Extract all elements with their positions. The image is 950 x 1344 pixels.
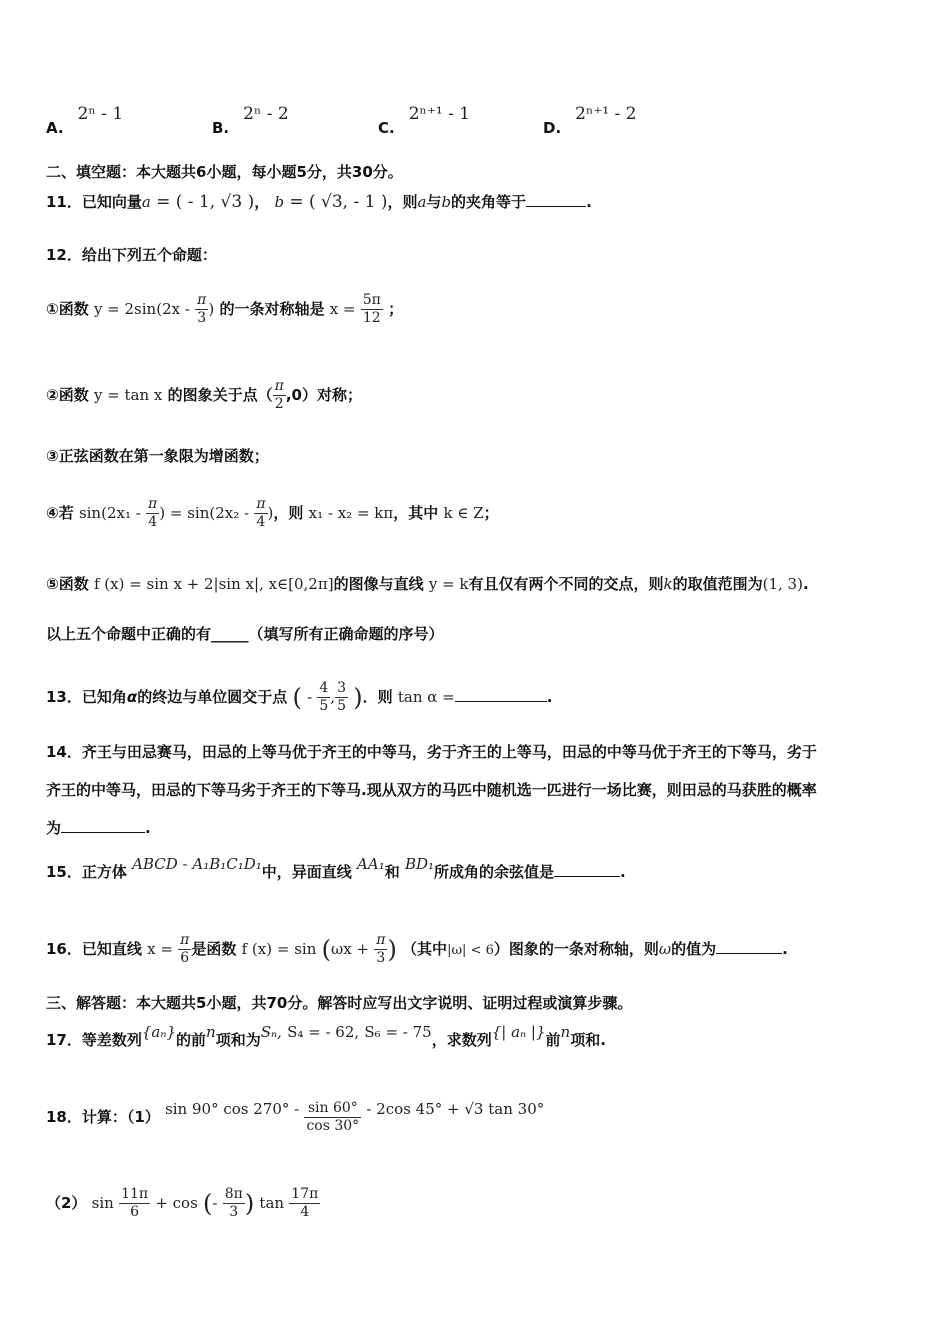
q17-number: 17．: [46, 1031, 82, 1049]
close-paren: ): [244, 1189, 255, 1218]
k-in-z: k ∈ Z: [443, 504, 484, 522]
option-d: [543, 104, 637, 137]
range-value: (1, 3): [762, 575, 803, 593]
option-label: C.: [378, 119, 395, 137]
variable-n: n: [206, 1023, 216, 1041]
five-pi-over-12: [361, 292, 383, 327]
x-equals: x =: [147, 940, 173, 958]
q17-text: 项和.: [570, 1031, 606, 1049]
numerator: 5π: [362, 292, 381, 308]
denominator: 6: [180, 950, 190, 966]
vector-b: b: [441, 193, 452, 211]
question-11: [46, 192, 592, 212]
p1-lead: ①函数: [46, 300, 89, 318]
tan-function: y = tan x: [93, 386, 163, 404]
sum-sn: Sₙ,: [260, 1023, 282, 1041]
p4-mid2: ，其中: [393, 504, 439, 522]
proposition-5: [46, 574, 809, 594]
numerator: π: [148, 496, 158, 512]
q11-text: 已知向量: [81, 193, 142, 211]
numerator: π: [180, 932, 190, 948]
line-bd1: BD₁: [404, 855, 435, 873]
vector-a: a: [141, 193, 151, 211]
three-fifths: [335, 680, 348, 715]
p2-lead: ②函数: [46, 386, 89, 404]
p5-mid3: 的取值范围为: [672, 575, 763, 593]
tan-text: tan: [259, 1194, 285, 1212]
option-value: 2ⁿ⁺¹ - 2: [575, 104, 637, 124]
denominator: 6: [130, 1204, 140, 1220]
numerator: 8π: [224, 1186, 243, 1202]
q16-text: 是函数: [191, 940, 237, 958]
cos-text: + cos: [155, 1194, 198, 1212]
pi-over-2: [273, 378, 286, 413]
open-paren: (: [292, 683, 302, 712]
sin-text: sin: [91, 1194, 114, 1212]
open-paren: (: [321, 935, 331, 964]
denominator: 12: [362, 310, 381, 326]
close-paren: ): [208, 300, 215, 318]
q13-end: .: [546, 688, 553, 706]
numerator: 3: [337, 680, 346, 696]
minus-sign: -: [307, 688, 313, 706]
numerator: 17π: [291, 1186, 319, 1202]
vector-b: b: [274, 193, 285, 211]
s6-value: S₆ = - 75: [364, 1023, 432, 1041]
q14-end: .: [145, 819, 151, 837]
q18-part2-label: （2）: [46, 1194, 87, 1212]
question-18-part-2: [46, 1186, 320, 1221]
option-label: D.: [543, 119, 562, 137]
q15-text: 所成角的余弦值是: [434, 863, 555, 881]
denominator: 4: [300, 1204, 310, 1220]
p4-mid: ，则: [273, 504, 304, 522]
pi-over-3: [374, 932, 387, 967]
q11-text: ，: [254, 193, 270, 211]
q14-text: 为: [46, 819, 62, 837]
q15-number: 15．: [46, 863, 82, 881]
proposition-4: [46, 496, 499, 531]
q16-end: .: [782, 940, 788, 958]
answer-blank: [716, 951, 782, 954]
omega: ω: [658, 940, 672, 958]
question-14-line-3: [46, 818, 151, 838]
q16-text: ）图象的一条对称轴，则: [493, 940, 659, 958]
sequence-an: {aₙ}: [141, 1023, 176, 1041]
sin60-over-cos30: [304, 1100, 361, 1135]
p1-function: y = 2sin(2x -: [93, 300, 190, 318]
p4-end: ；: [483, 504, 499, 522]
p4-lead: ④若: [46, 504, 74, 522]
four-fifths: [317, 680, 330, 715]
answer-blank: [526, 204, 586, 207]
q11-text: 的夹角等于: [451, 193, 527, 211]
p5-lead: ⑤函数: [46, 575, 89, 593]
eight-pi-over-3: [223, 1186, 245, 1221]
omega-condition: |ω| < 6: [447, 943, 494, 958]
p4-expr-mid: ) = sin(2x₂ -: [159, 504, 250, 522]
denominator: 4: [148, 514, 158, 530]
comma: ,: [330, 688, 336, 706]
option-value: 2ⁿ - 1: [77, 104, 124, 124]
section-3-title: 三、解答题：本大题共5小题，共70分。解答时应写出文字说明、证明过程或演算步骤。: [46, 994, 633, 1012]
q12-text: 给出下列五个命题：: [81, 246, 217, 264]
cube-name: ABCD - A₁B₁C₁D₁: [132, 855, 262, 873]
pi-over-4: [254, 496, 267, 531]
p5-function: f (x) = sin x + 2|sin x|, x∈[0,2π]: [93, 575, 334, 593]
pi-over-3: [195, 292, 208, 327]
denominator: 2: [274, 396, 284, 412]
answer-blank: [455, 699, 547, 702]
numerator: π: [256, 496, 266, 512]
s4-value: S₄ = - 62,: [287, 1023, 360, 1041]
p1-mid: 的一条对称轴是: [219, 300, 325, 318]
question-13: [46, 680, 552, 715]
q11-end: .: [586, 193, 592, 211]
proposition-3: ③正弦函数在第一象限为增函数；: [46, 447, 269, 465]
q16-argument: ωx +: [330, 940, 369, 958]
numerator: 4: [319, 680, 329, 696]
p5-mid2: 有且仅有两个不同的交点，则: [468, 575, 664, 593]
q18-expr-b: - 2cos 45° + √3 tan 30°: [366, 1100, 545, 1118]
question-18-part-1: [46, 1100, 544, 1135]
numerator: sin 60°: [304, 1100, 361, 1118]
question-12: [46, 245, 217, 265]
question-14-line-1: 14．齐王与田忌赛马，田忌的上等马优于齐王的中等马，劣于齐王的上等马，田忌的中等马优于齐王的下等马，劣于: [46, 743, 817, 761]
q17-text: 等差数列: [81, 1031, 142, 1049]
question-16: [46, 932, 788, 967]
q13-text: ．则: [362, 688, 393, 706]
vector-b-value: = ( √3, - 1 ): [289, 192, 388, 212]
abs-sequence: {| aₙ |}: [491, 1023, 546, 1041]
p4-difference: x₁ - x₂ = kπ: [308, 504, 394, 522]
q12-footer: 以上五个命题中正确的有_____（填写所有正确命题的序号）: [46, 625, 444, 643]
numerator: π: [274, 378, 284, 394]
q17-text: 前: [545, 1031, 561, 1049]
close-paren: ): [353, 683, 363, 712]
minus-sign: -: [212, 1194, 218, 1212]
q13-text: 的终边与单位圆交于点: [137, 688, 288, 706]
question-17: [46, 1023, 606, 1050]
q18-expr-a: sin 90° cos 270° -: [165, 1100, 300, 1118]
option-value: 2ⁿ⁺¹ - 1: [408, 104, 471, 124]
numerator: π: [197, 292, 207, 308]
x-equals: x =: [329, 300, 356, 318]
proposition-1: [46, 292, 403, 327]
seventeen-pi-over-4: [289, 1186, 320, 1221]
q16-function: f (x) = sin: [241, 940, 317, 958]
answer-blank: [554, 874, 620, 877]
p4-expr-left: sin(2x₁ -: [78, 504, 141, 522]
eleven-pi-over-6: [119, 1186, 150, 1221]
vector-a-value: = ( - 1, √3 ): [156, 192, 255, 212]
numerator: π: [376, 932, 386, 948]
q11-text: 与: [426, 193, 442, 211]
q17-text: ，求数列: [431, 1031, 492, 1049]
line-y-eq-k: y = k: [428, 575, 469, 593]
q16-number: 16．: [46, 940, 82, 958]
denominator: 5: [337, 698, 346, 714]
option-label: B.: [212, 119, 230, 137]
q11-text: ，则: [387, 193, 418, 211]
q13-text: 已知角: [81, 688, 127, 706]
denominator: 5: [319, 698, 329, 714]
p4-expr-close: ): [267, 504, 274, 522]
q18-text: 计算：（1）: [81, 1108, 160, 1126]
vector-a: a: [417, 193, 427, 211]
answer-blank: [61, 830, 145, 833]
variable-k: k: [663, 575, 673, 593]
denominator: 3: [229, 1204, 239, 1220]
question-15: [46, 855, 626, 882]
q17-text: 项和为: [215, 1031, 261, 1049]
pi-over-4: [146, 496, 159, 531]
q17-text: 的前: [176, 1031, 207, 1049]
line-aa1: AA₁: [357, 855, 385, 873]
section-2-title: 二、填空题：本大题共6小题，每小题5分，共30分。: [46, 163, 403, 181]
denominator: 3: [197, 310, 207, 326]
variable-n: n: [560, 1023, 571, 1041]
pi-over-6: [178, 932, 191, 967]
p1-end: ；: [388, 300, 404, 318]
q13-number: 13．: [46, 688, 82, 706]
denominator: 3: [376, 950, 386, 966]
option-a: [46, 104, 124, 137]
q11-number: 11．: [46, 193, 82, 211]
numerator: 11π: [121, 1186, 149, 1202]
q18-number: 18．: [46, 1108, 82, 1126]
p2-mid: 的图象关于点（: [167, 386, 273, 404]
option-label: A.: [46, 119, 64, 137]
option-value: 2ⁿ - 2: [243, 104, 289, 124]
q16-text: 已知直线: [81, 940, 142, 958]
q15-text: 正方体: [81, 863, 127, 881]
q16-text: 的值为: [671, 940, 717, 958]
p5-mid: 的图像与直线: [333, 575, 424, 593]
tan-alpha: tan α =: [397, 688, 455, 706]
q15-end: .: [620, 863, 626, 881]
q15-text: 中，异面直线: [261, 863, 352, 881]
p5-end: .: [802, 575, 809, 593]
option-b: [212, 104, 289, 137]
p2-end: ,0）对称；: [285, 386, 362, 404]
denominator: 4: [256, 514, 266, 530]
option-c: [378, 104, 471, 137]
q16-text: （其中: [402, 940, 448, 958]
denominator: cos 30°: [306, 1118, 360, 1134]
open-paren: (: [203, 1189, 213, 1218]
question-14-line-2: 齐王的中等马，田忌的下等马劣于齐王的下等马.现从双方的马匹中随机选一匹进行一场比赛，则田忌的马获胜的概率: [46, 781, 817, 799]
q15-text: 和: [384, 863, 400, 881]
close-paren: ): [387, 935, 397, 964]
alpha: α: [126, 688, 138, 706]
proposition-2: [46, 378, 362, 413]
q12-number: 12．: [46, 246, 82, 264]
